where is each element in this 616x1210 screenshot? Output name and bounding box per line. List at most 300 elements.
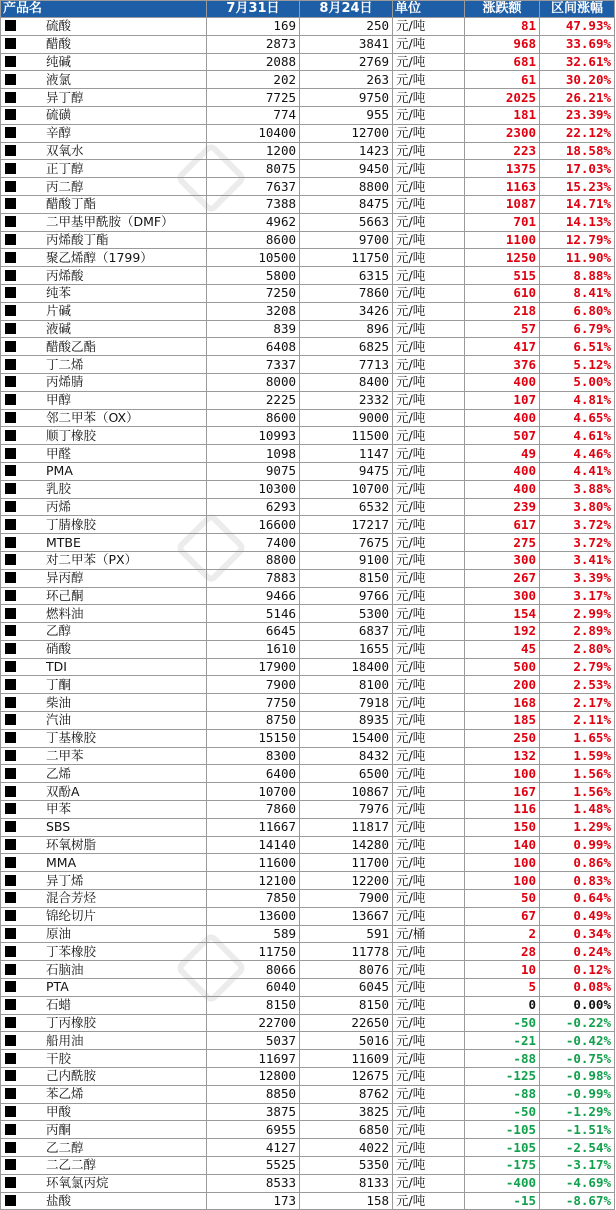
header-row [1, 1, 615, 18]
cell-change: 275 [465, 534, 540, 552]
table-row [1, 231, 615, 249]
cell-pct: 3.80% [540, 498, 615, 516]
cell-change: 57 [465, 320, 540, 338]
cell-change: -105 [465, 1139, 540, 1157]
cell-change: 168 [465, 694, 540, 712]
cell-change: 5 [465, 979, 540, 997]
cell-unit: 元/吨 [393, 284, 465, 302]
bullet-square-icon [5, 20, 16, 31]
cell-pct: 6.79% [540, 320, 615, 338]
cell-change: 192 [465, 623, 540, 641]
table-row [1, 249, 615, 267]
product-name-text: 聚乙烯醇（1799） [46, 249, 153, 265]
cell-aug24: 11700 [300, 854, 393, 872]
cell-unit: 元/吨 [393, 1157, 465, 1175]
cell-aug24: 10700 [300, 480, 393, 498]
cell-pct: 2.11% [540, 712, 615, 730]
cell-change: 140 [465, 836, 540, 854]
cell-unit: 元/吨 [393, 498, 465, 516]
cell-pct: 12.79% [540, 231, 615, 249]
cell-aug24: 2332 [300, 391, 393, 409]
table-row [1, 53, 615, 71]
cell-aug24: 11500 [300, 427, 393, 445]
cell-aug24: 7918 [300, 694, 393, 712]
product-name-text: 丁丙橡胶 [46, 1015, 97, 1031]
cell-aug24: 12700 [300, 124, 393, 142]
bullet-square-icon [5, 697, 16, 708]
cell-jul31: 7400 [207, 534, 300, 552]
cell-aug24: 6837 [300, 623, 393, 641]
cell-aug24: 3426 [300, 302, 393, 320]
cell-change: 167 [465, 783, 540, 801]
bullet-square-icon [5, 56, 16, 67]
cell-aug24: 8100 [300, 676, 393, 694]
bullet-square-icon [5, 1124, 16, 1135]
cell-jul31: 7860 [207, 801, 300, 819]
product-name-text: 纯碱 [46, 53, 72, 69]
cell-unit: 元/吨 [393, 1139, 465, 1157]
cell-jul31: 12800 [207, 1068, 300, 1086]
bullet-square-icon [5, 768, 16, 779]
cell-jul31: 10300 [207, 480, 300, 498]
cell-pct: 3.17% [540, 587, 615, 605]
cell-jul31: 12100 [207, 872, 300, 890]
cell-aug24: 158 [300, 1192, 393, 1210]
cell-change: 400 [465, 409, 540, 427]
cell-unit: 元/吨 [393, 409, 465, 427]
cell-change: 300 [465, 551, 540, 569]
bullet-square-icon [5, 1053, 16, 1064]
bullet-square-icon [5, 501, 16, 512]
cell-product-name [1, 1014, 207, 1032]
cell-product-name [1, 516, 207, 534]
product-name-text: 丙酮 [46, 1121, 72, 1137]
cell-unit: 元/吨 [393, 783, 465, 801]
table-row [1, 445, 615, 463]
cell-jul31: 10500 [207, 249, 300, 267]
cell-aug24: 6532 [300, 498, 393, 516]
table-row [1, 320, 615, 338]
table-row [1, 1050, 615, 1068]
cell-aug24: 17217 [300, 516, 393, 534]
cell-aug24: 3825 [300, 1103, 393, 1121]
cell-product-name [1, 676, 207, 694]
product-name-text: 甲酸 [46, 1104, 72, 1119]
cell-unit: 元/吨 [393, 356, 465, 374]
bullet-square-icon [5, 964, 16, 975]
product-name-text: 干胶 [46, 1050, 72, 1066]
cell-aug24: 6315 [300, 267, 393, 285]
table-row [1, 1139, 615, 1157]
cell-jul31: 10400 [207, 124, 300, 142]
cell-product-name [1, 249, 207, 267]
cell-unit: 元/吨 [393, 231, 465, 249]
cell-pct: 8.88% [540, 267, 615, 285]
cell-jul31: 6400 [207, 765, 300, 783]
bullet-square-icon [5, 270, 16, 281]
bullet-square-icon [5, 448, 16, 459]
cell-change: 0 [465, 996, 540, 1014]
cell-change: 218 [465, 302, 540, 320]
cell-change: 500 [465, 658, 540, 676]
cell-jul31: 839 [207, 320, 300, 338]
cell-jul31: 7725 [207, 89, 300, 107]
cell-aug24: 1147 [300, 445, 393, 463]
cell-change: 100 [465, 872, 540, 890]
table-row [1, 267, 615, 285]
cell-pct: 0.49% [540, 907, 615, 925]
cell-change: 250 [465, 729, 540, 747]
table-row [1, 551, 615, 569]
cell-aug24: 8133 [300, 1174, 393, 1192]
cell-pct: 4.81% [540, 391, 615, 409]
cell-unit: 元/吨 [393, 1192, 465, 1210]
product-name-text: 对二甲苯（PX） [46, 552, 138, 568]
bullet-square-icon [5, 786, 16, 797]
cell-product-name [1, 409, 207, 427]
table-row [1, 996, 615, 1014]
cell-jul31: 11697 [207, 1050, 300, 1068]
cell-product-name [1, 943, 207, 961]
cell-product-name [1, 373, 207, 391]
table-body [1, 18, 615, 1210]
product-name-text: 邻二甲苯（OX） [46, 409, 139, 425]
bullet-square-icon [5, 1070, 16, 1081]
cell-pct: 2.80% [540, 640, 615, 658]
cell-change: 1100 [465, 231, 540, 249]
cell-aug24: 5350 [300, 1157, 393, 1175]
cell-pct: 2.99% [540, 605, 615, 623]
cell-unit: 元/吨 [393, 943, 465, 961]
cell-aug24: 6045 [300, 979, 393, 997]
bullet-square-icon [5, 323, 16, 334]
bullet-square-icon [5, 910, 16, 921]
bullet-square-icon [5, 679, 16, 690]
product-name-text: 乙二醇 [46, 1139, 84, 1155]
cell-product-name [1, 124, 207, 142]
table-row [1, 747, 615, 765]
cell-pct: 3.88% [540, 480, 615, 498]
product-name-text: 甲醇 [46, 392, 72, 408]
bullet-square-icon [5, 981, 16, 992]
cell-aug24: 7713 [300, 356, 393, 374]
cell-jul31: 8075 [207, 160, 300, 178]
cell-unit: 元/吨 [393, 1103, 465, 1121]
product-name-text: 正丁醇 [46, 160, 84, 176]
cell-pct: 0.64% [540, 890, 615, 908]
cell-product-name [1, 391, 207, 409]
cell-pct: -0.75% [540, 1050, 615, 1068]
product-name-text: 石脑油 [46, 961, 84, 977]
cell-aug24: 13667 [300, 907, 393, 925]
cell-pct: 30.20% [540, 71, 615, 89]
cell-jul31: 5037 [207, 1032, 300, 1050]
cell-jul31: 11750 [207, 943, 300, 961]
cell-product-name [1, 640, 207, 658]
cell-product-name [1, 818, 207, 836]
cell-pct: 3.72% [540, 516, 615, 534]
table-row [1, 284, 615, 302]
cell-change: 223 [465, 142, 540, 160]
cell-unit: 元/吨 [393, 18, 465, 36]
bullet-square-icon [5, 608, 16, 619]
cell-unit: 元/吨 [393, 53, 465, 71]
cell-aug24: 22650 [300, 1014, 393, 1032]
cell-change: 515 [465, 267, 540, 285]
cell-product-name [1, 53, 207, 71]
cell-jul31: 5146 [207, 605, 300, 623]
table-row [1, 142, 615, 160]
cell-change: 400 [465, 462, 540, 480]
cell-pct: 11.90% [540, 249, 615, 267]
product-name-text: 异丁醇 [46, 89, 84, 105]
product-name-text: 异丙醇 [46, 570, 84, 586]
product-name-text: 丙二醇 [46, 178, 84, 194]
cell-unit: 元/吨 [393, 605, 465, 623]
cell-change: -88 [465, 1085, 540, 1103]
cell-change: 132 [465, 747, 540, 765]
product-name-text: 顺丁橡胶 [46, 427, 97, 443]
cell-product-name [1, 765, 207, 783]
cell-product-name [1, 907, 207, 925]
cell-aug24: 5016 [300, 1032, 393, 1050]
cell-change: 1250 [465, 249, 540, 267]
cell-pct: -8.67% [540, 1192, 615, 1210]
cell-pct: 5.00% [540, 373, 615, 391]
cell-product-name [1, 783, 207, 801]
cell-product-name [1, 605, 207, 623]
header-change: 涨跌额 [465, 1, 540, 18]
cell-pct: 3.41% [540, 551, 615, 569]
product-name-text: 辛醇 [46, 125, 72, 141]
cell-unit: 元/吨 [393, 1050, 465, 1068]
cell-unit: 元/吨 [393, 391, 465, 409]
table-row [1, 943, 615, 961]
cell-change: 100 [465, 765, 540, 783]
product-name-text: 石蜡 [46, 997, 72, 1013]
table-row [1, 178, 615, 196]
cell-pct: 4.41% [540, 462, 615, 480]
product-name-text: 二甲苯 [46, 748, 84, 764]
cell-unit: 元/吨 [393, 1085, 465, 1103]
cell-unit: 元/吨 [393, 854, 465, 872]
cell-unit: 元/吨 [393, 35, 465, 53]
table-row [1, 213, 615, 231]
cell-unit: 元/吨 [393, 534, 465, 552]
cell-product-name [1, 712, 207, 730]
cell-unit: 元/吨 [393, 979, 465, 997]
cell-change: 610 [465, 284, 540, 302]
product-name-text: 醋酸乙酯 [46, 338, 97, 354]
cell-jul31: 8066 [207, 961, 300, 979]
table-row [1, 356, 615, 374]
cell-unit: 元/吨 [393, 712, 465, 730]
cell-pct: -1.29% [540, 1103, 615, 1121]
table-row [1, 1121, 615, 1139]
cell-change: 968 [465, 35, 540, 53]
cell-change: -400 [465, 1174, 540, 1192]
product-name-text: 硫磺 [46, 107, 72, 123]
product-name-text: 液氯 [46, 71, 72, 87]
cell-pct: 26.21% [540, 89, 615, 107]
cell-unit: 元/吨 [393, 195, 465, 213]
cell-aug24: 591 [300, 925, 393, 943]
cell-unit: 元/吨 [393, 320, 465, 338]
bullet-square-icon [5, 519, 16, 530]
bullet-square-icon [5, 359, 16, 370]
cell-aug24: 11778 [300, 943, 393, 961]
product-name-text: 丁基橡胶 [46, 730, 97, 746]
bullet-square-icon [5, 537, 16, 548]
bullet-square-icon [5, 74, 16, 85]
bullet-square-icon [5, 38, 16, 49]
cell-unit: 元/吨 [393, 160, 465, 178]
bullet-square-icon [5, 287, 16, 298]
cell-unit: 元/吨 [393, 765, 465, 783]
cell-jul31: 8300 [207, 747, 300, 765]
table-row [1, 35, 615, 53]
bullet-square-icon [5, 181, 16, 192]
table-row [1, 195, 615, 213]
table-row [1, 658, 615, 676]
cell-unit: 元/吨 [393, 71, 465, 89]
bullet-square-icon [5, 554, 16, 565]
cell-change: 2025 [465, 89, 540, 107]
table-row [1, 124, 615, 142]
cell-product-name [1, 1192, 207, 1210]
cell-pct: 32.61% [540, 53, 615, 71]
cell-change: 116 [465, 801, 540, 819]
bullet-square-icon [5, 252, 16, 263]
product-name-text: 汽油 [46, 712, 72, 728]
product-name-text: 二乙二醇 [46, 1157, 97, 1173]
product-name-text: 环己酮 [46, 587, 84, 603]
bullet-square-icon [5, 857, 16, 868]
product-name-text: 丁苯橡胶 [46, 943, 97, 959]
cell-product-name [1, 979, 207, 997]
cell-pct: 15.23% [540, 178, 615, 196]
cell-jul31: 7637 [207, 178, 300, 196]
cell-change: 61 [465, 71, 540, 89]
bullet-square-icon [5, 216, 16, 227]
cell-unit: 元/吨 [393, 1174, 465, 1192]
cell-jul31: 6645 [207, 623, 300, 641]
cell-jul31: 5525 [207, 1157, 300, 1175]
cell-change: 107 [465, 391, 540, 409]
cell-change: 150 [465, 818, 540, 836]
cell-product-name [1, 195, 207, 213]
cell-jul31: 6040 [207, 979, 300, 997]
cell-aug24: 9000 [300, 409, 393, 427]
product-name-text: 混合芳烃 [46, 890, 97, 906]
table-row [1, 854, 615, 872]
cell-jul31: 8800 [207, 551, 300, 569]
cell-jul31: 10993 [207, 427, 300, 445]
cell-product-name [1, 961, 207, 979]
cell-jul31: 5800 [207, 267, 300, 285]
table-row [1, 890, 615, 908]
cell-unit: 元/吨 [393, 551, 465, 569]
product-name-text: 燃料油 [46, 605, 84, 621]
cell-change: 181 [465, 106, 540, 124]
cell-aug24: 9766 [300, 587, 393, 605]
cell-aug24: 9100 [300, 551, 393, 569]
bullet-square-icon [5, 163, 16, 174]
cell-change: -50 [465, 1103, 540, 1121]
cell-jul31: 15150 [207, 729, 300, 747]
table-row [1, 605, 615, 623]
cell-unit: 元/吨 [393, 302, 465, 320]
cell-change: 239 [465, 498, 540, 516]
table-row [1, 391, 615, 409]
product-name-text: 己内酰胺 [46, 1068, 97, 1084]
cell-aug24: 8762 [300, 1085, 393, 1103]
cell-product-name [1, 71, 207, 89]
cell-change: 50 [465, 890, 540, 908]
cell-pct: 0.24% [540, 943, 615, 961]
product-name-text: 丙烯腈 [46, 374, 84, 390]
table-row [1, 71, 615, 89]
cell-aug24: 1423 [300, 142, 393, 160]
cell-unit: 元/吨 [393, 462, 465, 480]
table-row [1, 801, 615, 819]
cell-product-name [1, 694, 207, 712]
cell-aug24: 250 [300, 18, 393, 36]
bullet-square-icon [5, 821, 16, 832]
product-name-text: 环氧氯丙烷 [46, 1175, 109, 1191]
table-row [1, 373, 615, 391]
cell-unit: 元/吨 [393, 676, 465, 694]
bullet-square-icon [5, 750, 16, 761]
cell-product-name [1, 1032, 207, 1050]
cell-product-name [1, 302, 207, 320]
table-row [1, 1032, 615, 1050]
bullet-square-icon [5, 483, 16, 494]
cell-jul31: 589 [207, 925, 300, 943]
cell-aug24: 8076 [300, 961, 393, 979]
cell-change: 200 [465, 676, 540, 694]
cell-change: 267 [465, 569, 540, 587]
cell-jul31: 8000 [207, 373, 300, 391]
cell-aug24: 3841 [300, 35, 393, 53]
cell-change: 2300 [465, 124, 540, 142]
cell-pct: -4.69% [540, 1174, 615, 1192]
cell-jul31: 6293 [207, 498, 300, 516]
product-name-text: 乙烯 [46, 765, 72, 781]
cell-unit: 元/吨 [393, 961, 465, 979]
bullet-square-icon [5, 590, 16, 601]
product-name-text: 二甲基甲酰胺（DMF） [46, 214, 174, 230]
bullet-square-icon [5, 839, 16, 850]
bullet-square-icon [5, 1177, 16, 1188]
cell-aug24: 8150 [300, 996, 393, 1014]
cell-pct: 2.79% [540, 658, 615, 676]
cell-aug24: 8475 [300, 195, 393, 213]
cell-aug24: 1655 [300, 640, 393, 658]
cell-jul31: 8533 [207, 1174, 300, 1192]
cell-jul31: 3875 [207, 1103, 300, 1121]
cell-unit: 元/吨 [393, 836, 465, 854]
cell-aug24: 4022 [300, 1139, 393, 1157]
cell-unit: 元/吨 [393, 640, 465, 658]
table-row [1, 480, 615, 498]
cell-aug24: 7860 [300, 284, 393, 302]
cell-aug24: 263 [300, 71, 393, 89]
bullet-square-icon [5, 145, 16, 156]
cell-change: -105 [465, 1121, 540, 1139]
cell-product-name [1, 854, 207, 872]
cell-jul31: 9075 [207, 462, 300, 480]
